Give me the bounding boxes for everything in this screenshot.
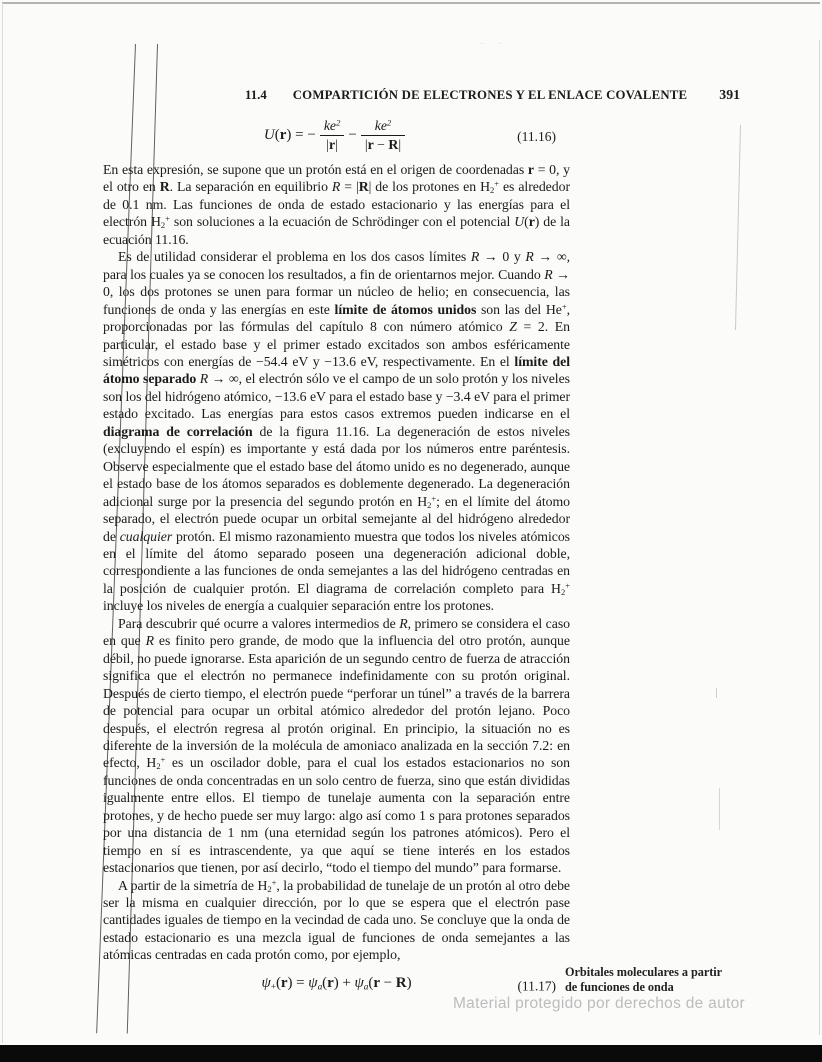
section-number: 11.4 — [245, 88, 267, 102]
margin-note — [565, 965, 761, 996]
copyright-watermark: Material protegido por derechos de autor — [452, 995, 745, 1012]
running-header-title: COMPARTICIÓN DE ELECTRONES Y EL ENLACE COVALENTE — [292, 88, 688, 102]
page-edge-left — [2, 3, 3, 1043]
page-edge-right — [819, 40, 820, 1035]
scan-dash-mark-2 — [719, 788, 720, 830]
body-paragraph-1: En esta expresión, se supone que un protón está en el origen de coordenadas r = 0, y el otro en R. La separación en equilibrio R = |R| de los protones en H2+ es alrededor de 0.1 nm. Las funciones de onda de estado estacionario y las energías para el electrón H2+ son soluciones a la ecuación de Schrödinger con el potencial U(r) de la ecuación 11.16. — [103, 162, 571, 247]
equation-number-11-17: (11.17) — [517, 978, 556, 994]
page-edge-top — [2, 2, 820, 4]
body-text-column — [103, 161, 723, 1001]
minus-operator: − — [348, 126, 357, 143]
fraction-2: $\frac{ke^2}{|r - R|}$ — [361, 118, 405, 153]
scan-speck: · · — [480, 38, 509, 50]
margin-note-line-2: de funciones de onda — [565, 980, 674, 995]
running-header — [0, 86, 740, 104]
equation-number-11-16: (11.16) — [517, 129, 556, 144]
scratch-mark — [735, 125, 741, 330]
margin-note-line-1: Orbitales moleculares a partir — [565, 964, 723, 979]
body-paragraph-2: Es de utilidad considerar el problema en los dos casos límites R → 0 y R → ∞, para los cuales ya se conocen los resultados, a fin de orientarnos mejor. Cuando R → 0, los dos protones se unen para formar un núcleo de helio; en consecuencia, las funciones de onda y las energías en este límite de átomos unidos son las del He+, proporcionadas por las fórmulas del capítulo 8 con número atómico Z = 2. En particular, el estado base y el primer estado excitados son ambos esféricamente simétricos con energías de −54.4 eV y −13.6 eV, respectivamente. En el límite del átomo separado R → ∞, el electrón sólo ve el campo de un solo protón y los niveles son los del hidrógeno atómico, −13.6 eV para el estado base y −3.4 eV para el primer estado excitado. Las energías para estos casos extremos pueden indicarse en el diagrama de correlación de la figura 11.16. La degeneración de estos niveles (excluyendo el espín) es importante y está dada por los números entre paréntesis. Observe especialmente que el estado base del átomo unido es no degenerado, aunque el estado base de los átomos separados es doblemente degenerado. La degeneración adicional surge por la presencia del segundo protón en H2+; en el límite del átomo separado, el electrón puede ocupar un orbital semejante al del hidrógeno alrededor de cualquier protón. El mismo razonamiento muestra que todos los niveles atómicos en el límite del átomo separado poseen una degeneración adicional doble, correspondiente a las funciones de onda semejantes a las del hidrógeno centradas en la posición de cualquier protón. El diagrama de correlación completo para H2+ incluye los niveles de energía a cualquier separación entre los protones. — [103, 249, 571, 614]
body-paragraph-3: Para descubrir qué ocurre a valores intermedios de R, primero se considera el caso en que R es finito pero grande, de modo que la influencia del otro protón, aunque débil, no puede ignorarse. Esta aparición de un segundo centro de fuerza de atracción significa que el electrón no permanece indefinidamente con su protón original. Después de cierto tiempo, el electrón puede “perforar un túnel” a través de la barrera de potencial para ocupar un orbital atómico alrededor del protón lejano. Poco después, el electrón regresa al protón original. En principio, la situación no es diferente de la inversión de la molécula de amoniaco analizada en la sección 7.2: en efecto, H2+ es un oscilador doble, para el cual los estados estacionarios no son funciones de onda concentradas en un solo centro de fuerza, sino que están divididas igualmente entre ellos. El tiempo de tunelaje aumenta con la separación entre protones, y de hecho puede ser muy largo: algo así como 1 s para protones separados por una distancia de 1 nm (una eternidad según los patrones atómicos). Pero el tiempo en sí es intrascendente, ya que aquí se tiene interés en los estados estacionarios que tienen, por así decirlo, “todo el tiempo del mundo” para formarse. — [103, 615, 570, 876]
equation-11-16 — [103, 112, 570, 162]
body-paragraph-4: A partir de la simetría de H2+, la probabilidad de tunelaje de un protón al otro debe ser la misma en cualquier dirección, por lo que se espera que el electrón pase cantidades iguales de tiempo en la vecindad de cada uno. Se concluye que la onda de estado estacionario es una mezcla igual de funciones de onda semejantes a las atómicas centradas en cada protón como, por ejemplo, — [103, 876, 570, 963]
equation-11-16-math — [103, 112, 570, 153]
fraction-1: $\frac{ke^2}{|r|}$ — [320, 118, 345, 153]
equation-lhs: U(r) = − — [263, 126, 316, 143]
bottom-scan-bar — [0, 1045, 822, 1062]
equation-11-17-math: ψ+(r) = ψa(r) + ψa(r − R) — [261, 974, 412, 993]
scan-dash-mark-1 — [716, 688, 717, 698]
page-number: 391 — [719, 87, 740, 102]
